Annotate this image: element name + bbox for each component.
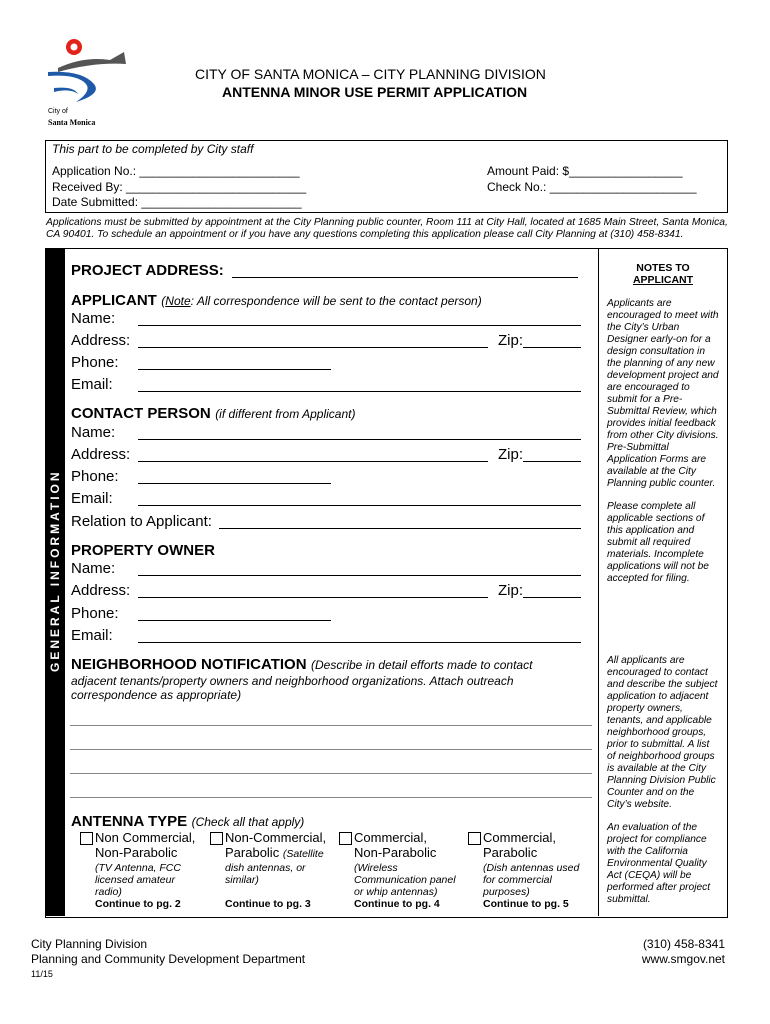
applicant-phone-label: Phone:	[71, 354, 119, 371]
note-line: from other City divisions.	[607, 430, 719, 441]
antenna-option-1-checkbox[interactable]	[80, 832, 93, 845]
applicant-name-label: Name:	[71, 310, 116, 327]
neighborhood-title: NEIGHBORHOOD NOTIFICATION	[71, 656, 307, 673]
amount-paid-field[interactable]: Amount Paid: $_________________	[487, 164, 683, 178]
antenna-option-1-continue: Continue to pg. 2	[95, 898, 181, 910]
antenna-option-3-checkbox[interactable]	[339, 832, 352, 845]
note-line: Act (CEQA) will be	[607, 870, 692, 881]
contact-name-field[interactable]	[138, 439, 581, 440]
owner-address-field[interactable]	[138, 597, 488, 598]
antenna-note: (Check all that apply)	[191, 815, 305, 829]
project-address-label: PROJECT ADDRESS:	[71, 262, 224, 279]
note-line: the City’s Urban	[607, 322, 680, 333]
contact-phone-field[interactable]	[138, 483, 331, 484]
neighborhood-note3: correspondence as appropriate)	[71, 688, 242, 702]
note-line: available at the City	[607, 466, 696, 477]
note-line: accepted for filing.	[607, 573, 690, 584]
antenna-option-3-line2: Non-Parabolic	[354, 845, 437, 860]
note-line: All applicants are	[607, 655, 685, 666]
applicant-email-field[interactable]	[138, 391, 581, 392]
note-line: design consultation in	[607, 346, 705, 357]
antenna-option-3-line1: Commercial,	[354, 830, 427, 845]
applicant-address-label: Address:	[71, 332, 131, 349]
antenna-option-3-sub2: Communication panel	[354, 874, 456, 886]
note-line: Pre-Submittal	[607, 442, 669, 453]
antenna-option-4-checkbox[interactable]	[468, 832, 481, 845]
applicant-heading	[71, 292, 482, 310]
antenna-option-4-line2: Parabolic	[483, 845, 538, 860]
santa-monica-logo-icon	[44, 38, 134, 110]
note-line: with the California	[607, 846, 688, 857]
note-line: Applicants are	[607, 298, 672, 309]
note-line: Submittal Review, which	[607, 406, 717, 417]
neighborhood-line-1[interactable]	[70, 725, 592, 726]
neighborhood-note2: adjacent tenants/property owners and neighborhood organizations. Attach outreach	[71, 674, 514, 688]
contact-name-label: Name:	[71, 424, 116, 441]
note-2	[607, 501, 722, 585]
note-line: City’s website.	[607, 799, 672, 810]
city-logo	[44, 38, 134, 130]
note-line: Designer early-on for a	[607, 334, 711, 345]
antenna-option-1-line1: Non Commercial,	[95, 830, 196, 845]
contact-address-label: Address:	[71, 446, 131, 463]
antenna-option-4-line1: Commercial,	[483, 830, 556, 845]
owner-zip-label: Zip:	[498, 582, 524, 599]
footer-website[interactable]: www.smgov.net	[641, 952, 725, 966]
note-line: submittal.	[607, 894, 651, 905]
staff-title: This part to be completed by City staff	[52, 142, 254, 156]
applicant-zip-label: Zip:	[498, 332, 524, 349]
neighborhood-heading	[71, 656, 532, 674]
footer-phone: (310) 458-8341	[642, 937, 725, 951]
antenna-option-2-continue: Continue to pg. 3	[225, 898, 311, 910]
header-line2: ANTENNA MINOR USE PERMIT APPLICATION	[222, 84, 528, 100]
owner-title: PROPERTY OWNER	[71, 542, 215, 559]
contact-zip-label: Zip:	[498, 446, 524, 463]
note-line: An evaluation of the	[607, 822, 698, 833]
contact-note: (if different from Applicant)	[215, 407, 356, 421]
note-line: the planning of any new	[607, 358, 715, 369]
general-information-sidebar	[45, 248, 65, 916]
note-line: prior to submittal. A list	[607, 739, 710, 750]
footer-department: City Planning Division	[31, 937, 148, 951]
sidebar-label: GENERAL INFORMATION	[48, 469, 62, 672]
owner-name-field[interactable]	[138, 575, 581, 576]
contact-zip-field[interactable]	[523, 461, 581, 462]
contact-address-field[interactable]	[138, 461, 488, 462]
note-3	[607, 655, 722, 811]
note-line: submit for a Pre-	[607, 394, 683, 405]
neighborhood-line-3[interactable]	[70, 773, 592, 774]
antenna-option-4-continue: Continue to pg. 5	[483, 898, 569, 910]
applicant-zip-field[interactable]	[523, 347, 581, 348]
note-line: Please complete all	[607, 501, 696, 512]
owner-email-field[interactable]	[138, 642, 581, 643]
applicant-phone-field[interactable]	[138, 369, 331, 370]
check-number-field[interactable]: Check No.: ______________________	[487, 180, 697, 194]
notes-divider	[598, 248, 599, 916]
note-line: are encouraged to	[607, 382, 690, 393]
applicant-note: (Note: All correspondence will be sent to the contact person)	[161, 294, 482, 308]
antenna-option-1-line2: Non-Parabolic	[95, 845, 178, 860]
received-by-field[interactable]: Received By: ___________________________	[52, 180, 307, 194]
note-4	[607, 822, 722, 906]
antenna-option-1-sub1: (TV Antenna, FCC	[95, 862, 181, 874]
contact-heading	[71, 405, 355, 423]
footer-department-full: Planning and Community Development Department	[31, 952, 306, 966]
note-line: provides initial feedback	[607, 418, 716, 429]
note-line: Planning public counter.	[607, 478, 716, 489]
project-address-field[interactable]	[232, 277, 578, 278]
neighborhood-line-4[interactable]	[70, 797, 592, 798]
owner-phone-label: Phone:	[71, 605, 119, 622]
antenna-option-3-sub3: or whip antennas)	[354, 886, 438, 898]
antenna-option-4-sub1: (Dish antennas used	[483, 862, 580, 874]
date-submitted-field[interactable]: Date Submitted: ________________________	[52, 195, 302, 209]
application-number-field[interactable]: Application No.: ________________________	[52, 164, 300, 178]
antenna-option-2-sub1: dish antennas, or	[225, 862, 306, 874]
note-line: this application and	[607, 525, 695, 536]
note-line: performed after project	[607, 882, 711, 893]
note-line: of neighborhood groups	[607, 751, 715, 762]
neighborhood-line-2[interactable]	[70, 749, 592, 750]
note-line: applicable sections of	[607, 513, 705, 524]
note-line: project for compliance	[607, 834, 707, 845]
note-line: applications will not be	[607, 561, 709, 572]
note-line: development project and	[607, 370, 719, 381]
antenna-option-2-sub2: similar)	[225, 874, 259, 886]
contact-email-field[interactable]	[138, 505, 581, 506]
contact-title: CONTACT PERSON	[71, 405, 211, 422]
antenna-option-2-checkbox[interactable]	[210, 832, 223, 845]
instructions-text: Applications must be submitted by appointment at the City Planning public counter, Room 111 at City Hall, located at 1685 Main Street, Santa Monica, CA 90401. To schedule an appointment or if you have any questions completing this application please call City Planning at (310) 458-8341.	[46, 217, 728, 240]
owner-email-label: Email:	[71, 627, 113, 644]
antenna-option-4-sub3: purposes)	[483, 886, 530, 898]
notes-title: NOTES TO APPLICANT	[632, 262, 694, 286]
note-line: encouraged to contact	[607, 667, 708, 678]
note-1	[607, 298, 722, 490]
antenna-title: ANTENNA TYPE	[71, 813, 188, 830]
logo-city-of: City of	[48, 108, 68, 115]
header-line1: CITY OF SANTA MONICA – CITY PLANNING DIVISION	[195, 66, 546, 82]
note-line: Planning Division Public	[607, 775, 716, 786]
footer-revision: 11/15	[31, 969, 53, 979]
note-line: encouraged to meet with	[607, 310, 719, 321]
owner-phone-field[interactable]	[138, 620, 331, 621]
note-line: Environmental Quality	[607, 858, 707, 869]
applicant-title: APPLICANT	[71, 292, 157, 309]
owner-zip-field[interactable]	[523, 597, 581, 598]
applicant-name-field[interactable]	[138, 325, 581, 326]
note-line: and describe the subject	[607, 679, 718, 690]
antenna-heading	[71, 813, 304, 831]
contact-phone-label: Phone:	[71, 468, 119, 485]
note-line: property owners,	[607, 703, 683, 714]
antenna-option-1-sub2: licensed amateur	[95, 874, 175, 886]
antenna-option-4-sub2: for commercial	[483, 874, 552, 886]
note-line: Counter and on the	[607, 787, 695, 798]
antenna-option-1-sub3: radio)	[95, 886, 122, 898]
note-line: materials. Incomplete	[607, 549, 704, 560]
relation-label: Relation to Applicant:	[71, 513, 212, 530]
note-line: application to adjacent	[607, 691, 709, 702]
logo-name: Santa Monica	[48, 118, 96, 127]
note-line: submit all required	[607, 537, 691, 548]
relation-field[interactable]	[219, 528, 581, 529]
note-line: neighborhood groups,	[607, 727, 707, 738]
antenna-option-2-line1: Non-Commercial,	[225, 830, 327, 845]
applicant-email-label: Email:	[71, 376, 113, 393]
applicant-address-field[interactable]	[138, 347, 488, 348]
contact-email-label: Email:	[71, 490, 113, 507]
owner-name-label: Name:	[71, 560, 116, 577]
antenna-option-3-continue: Continue to pg. 4	[354, 898, 440, 910]
owner-address-label: Address:	[71, 582, 131, 599]
antenna-option-3-sub1: (Wireless	[354, 862, 398, 874]
neighborhood-note1: (Describe in detail efforts made to contact	[311, 658, 533, 672]
note-line: tenants, and applicable	[607, 715, 712, 726]
note-line: Application Forms are	[607, 454, 707, 465]
note-line: is available at the City	[607, 763, 707, 774]
antenna-option-2-line2: Parabolic (Satellite	[225, 845, 324, 860]
